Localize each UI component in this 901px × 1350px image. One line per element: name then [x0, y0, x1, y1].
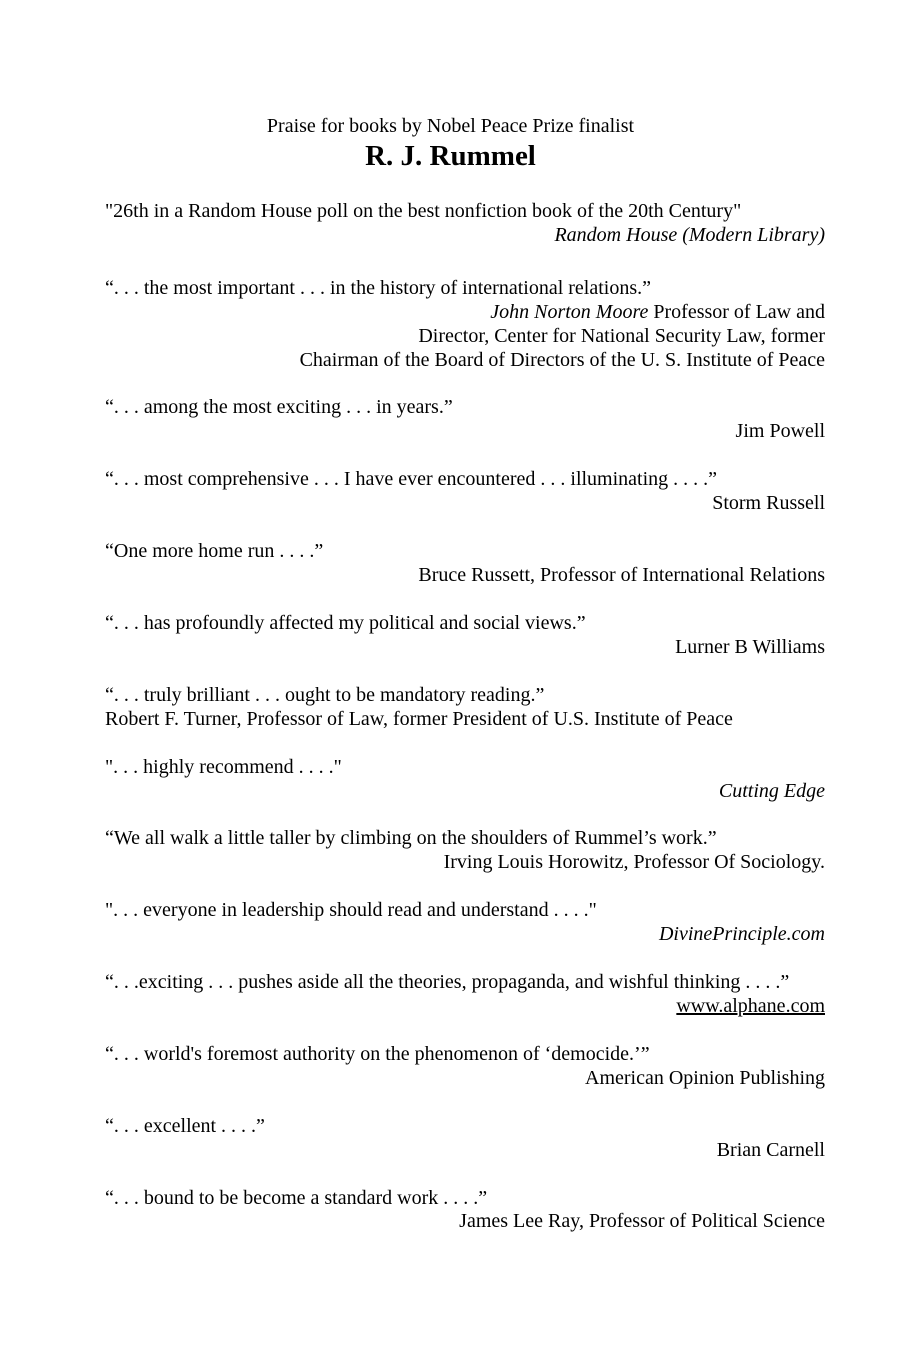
quote-text: “. . . excellent . . . .”	[105, 1115, 265, 1137]
quote-text: “We all walk a little taller by climbing on the shoulders of Rummel’s work.”	[105, 827, 717, 849]
attribution-link[interactable]: www.alphane.com	[676, 995, 825, 1017]
quote-text: "26th in a Random House poll on the best nonfiction book of the 20th Century"	[105, 200, 742, 222]
quote-attribution: DivinePrinciple.com	[658, 923, 825, 945]
quote-text: ". . . highly recommend . . . ."	[105, 756, 342, 778]
quote-text: “. . . among the most exciting . . . in years.”	[105, 396, 453, 418]
quote-text: “. . . truly brilliant . . . ought to be mandatory reading.”	[105, 684, 545, 706]
quote-attribution: Cutting Edge	[718, 780, 825, 802]
quote-text: “. . . world's foremost authority on the phenomenon of ‘democide.’”	[105, 1043, 650, 1065]
quote-attribution: James Lee Ray, Professor of Political Science	[459, 1210, 825, 1232]
quote-attribution: Brian Carnell	[716, 1139, 825, 1161]
quote-text: “. . .exciting . . . pushes aside all the theories, propaganda, and wishful thinking . . . .”	[105, 971, 790, 993]
quote-text: “. . . has profoundly affected my political and social views.”	[105, 612, 586, 634]
page-kicker: Praise for books by Nobel Peace Prize finalist	[266, 115, 635, 137]
quote-attribution-line: Director, Center for National Security Law, former	[418, 325, 825, 347]
quote-text: “. . . bound to be become a standard work . . . .”	[105, 1187, 488, 1209]
quote-attribution: Lurner B Williams	[675, 636, 825, 658]
quote-attribution	[105, 300, 825, 324]
quote-attribution: Storm Russell	[712, 492, 825, 514]
attribution-title: Professor of Law and	[648, 301, 825, 323]
quote-text: “One more home run . . . .”	[105, 540, 324, 562]
quote-attribution-line: Chairman of the Board of Directors of the U. S. Institute of Peace	[299, 349, 825, 371]
quote-attribution: Jim Powell	[735, 420, 825, 442]
quote-text: ". . . everyone in leadership should read and understand . . . ."	[105, 899, 597, 921]
quote-attribution: Random House (Modern Library)	[554, 224, 825, 246]
quote-attribution: Irving Louis Horowitz, Professor Of Sociology.	[443, 851, 825, 873]
quote-text: “. . . most comprehensive . . . I have ever encountered . . . illuminating . . . .”	[105, 468, 718, 490]
quote-attribution: Bruce Russett, Professor of International Relations	[418, 564, 825, 586]
attribution-name: John Norton Moore	[490, 301, 649, 323]
quote-attribution-row	[105, 994, 825, 1018]
quote-attribution: Robert F. Turner, Professor of Law, former President of U.S. Institute of Peace	[105, 708, 733, 730]
quote-text: “. . . the most important . . . in the history of international relations.”	[105, 277, 651, 299]
page-title: R. J. Rummel	[365, 140, 536, 172]
quote-attribution: American Opinion Publishing	[585, 1067, 825, 1089]
